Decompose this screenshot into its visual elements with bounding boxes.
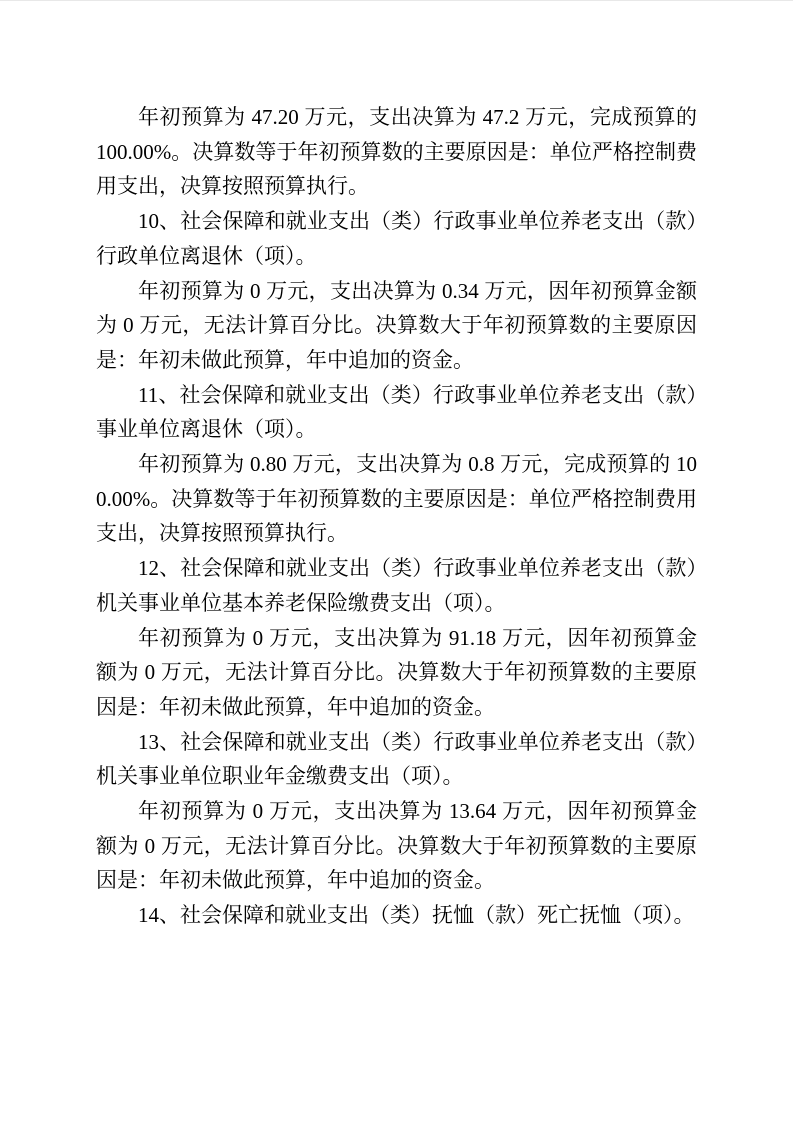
paragraph-budget-detail: 年初预算为 0 万元，支出决算为 91.18 万元，因年初预算金额为 0 万元，无法计算百分比。决算数大于年初预算数的主要原因是：年初未做此预算，年中追加的资金。: [96, 625, 697, 719]
paragraph-budget-detail: 年初预算为 0 万元，支出决算为 13.64 万元，因年初预算金额为 0 万元，无法计算百分比。决算数大于年初预算数的主要原因是：年初未做此预算，年中追加的资金。: [96, 799, 697, 893]
paragraph-budget-detail: 年初预算为 0.80 万元，支出决算为 0.8 万元，完成预算的 100.00%。决算数等于年初预算数的主要原因是：单位严格控制费用支出，决算按照预算执行。: [96, 452, 697, 546]
paragraph-item-12-heading: 12、社会保障和就业支出（类）行政事业单位养老支出（款）机关事业单位基本养老保险缴费支出（项）。: [96, 556, 697, 615]
paragraph-budget-detail: 年初预算为 47.20 万元，支出决算为 47.2 万元，完成预算的 100.00%。决算数等于年初预算数的主要原因是：单位严格控制费用支出，决算按照预算执行。: [96, 105, 697, 199]
paragraph-item-11-heading: 11、社会保障和就业支出（类）行政事业单位养老支出（款）事业单位离退休（项）。: [96, 382, 697, 442]
paragraph-budget-detail: 年初预算为 0 万元，支出决算为 0.34 万元，因年初预算金额为 0 万元，无法计算百分比。决算数大于年初预算数的主要原因是：年初未做此预算，年中追加的资金。: [96, 278, 697, 372]
paragraph-item-13-heading: 13、社会保障和就业支出（类）行政事业单位养老支出（款）机关事业单位职业年金缴费支出（项）。: [96, 729, 697, 789]
paragraph-item-10-heading: 10、社会保障和就业支出（类）行政事业单位养老支出（款）行政单位离退休（项）。: [96, 209, 697, 268]
document-text-block: [96, 100, 697, 933]
paragraph-item-14-heading: 14、社会保障和就业支出（类）抚恤（款）死亡抚恤（项）。: [138, 903, 695, 928]
